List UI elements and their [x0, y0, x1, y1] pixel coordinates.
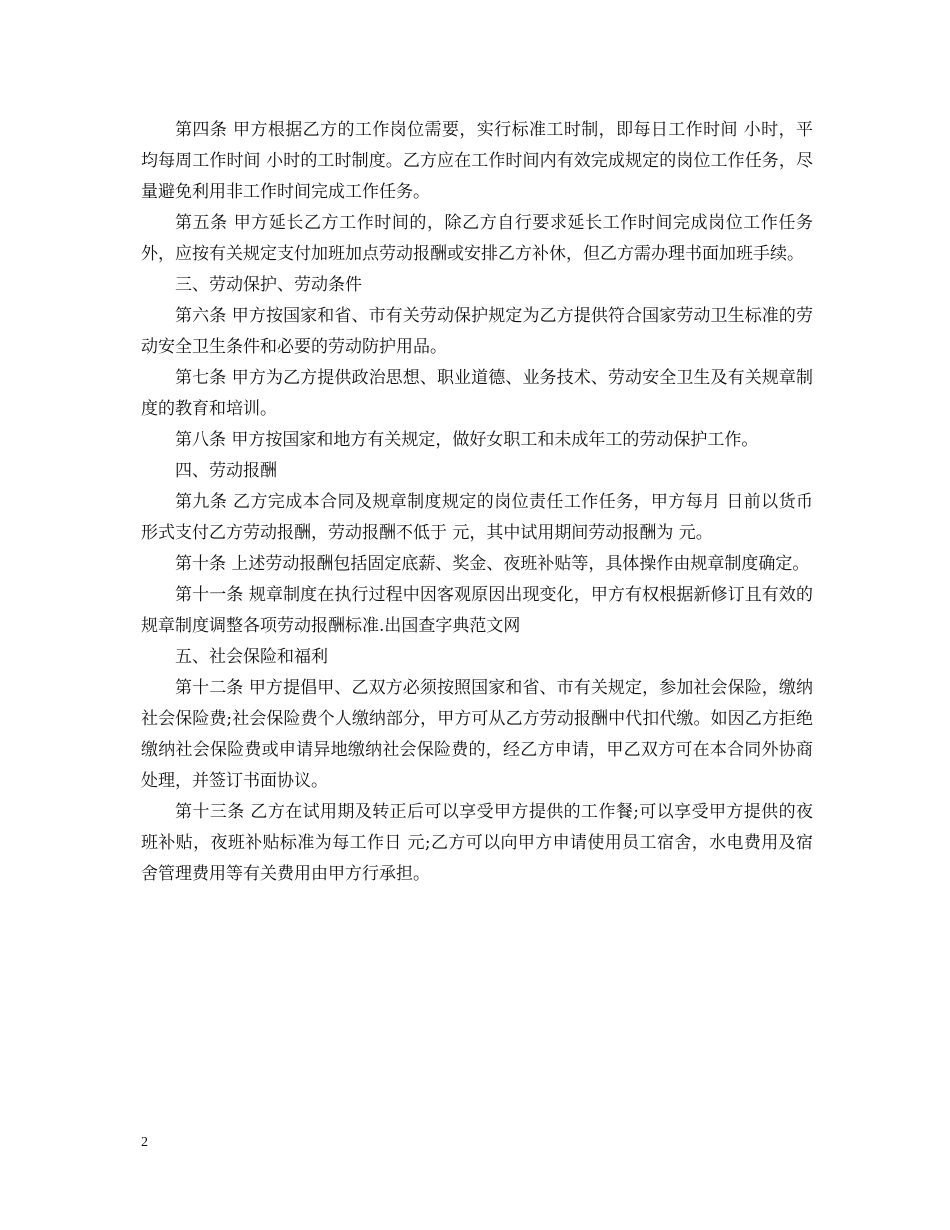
page-number: 2: [141, 1135, 148, 1150]
paragraph-article-11: 第十一条 规章制度在执行过程中因客观原因出现变化，甲方有权根据新修订且有效的规章制度调整各项劳动报酬标准.出国查字典范文网: [141, 585, 813, 636]
paragraph-article-9: 第九条 乙方完成本合同及规章制度规定的岗位责任工作任务，甲方每月 日前以货币形式支付乙方劳动报酬，劳动报酬不低于 元，其中试用期间劳动报酬为 元。: [141, 492, 813, 543]
paragraph-article-7: 第七条 甲方为乙方提供政治思想、职业道德、业务技术、劳动安全卫生及有关规章制度的教育和培训。: [141, 368, 813, 419]
section-heading-labor-remuneration: 四、劳动报酬: [175, 461, 277, 481]
document-body: [141, 115, 813, 890]
paragraph-article-10: 第十条 上述劳动报酬包括固定底薪、奖金、夜班补贴等，具体操作由规章制度确定。: [175, 554, 810, 574]
paragraph-article-8: 第八条 甲方按国家和地方有关规定，做好女职工和未成年工的劳动保护工作。: [175, 430, 759, 450]
paragraph-article-6: 第六条 甲方按国家和省、市有关劳动保护规定为乙方提供符合国家劳动卫生标准的劳动安全卫生条件和必要的劳动防护用品。: [141, 306, 813, 357]
section-heading-social-insurance: 五、社会保险和福利: [175, 647, 328, 667]
paragraph-article-4: 第四条 甲方根据乙方的工作岗位需要，实行标准工时制，即每日工作时间 小时，平均每周工作时间 小时的工时制度。乙方应在工作时间内有效完成规定的岗位工作任务，尽量避免利用非工作时间完成工作任务。: [141, 120, 813, 202]
paragraph-article-13: 第十三条 乙方在试用期及转正后可以享受甲方提供的工作餐;可以享受甲方提供的夜班补贴，夜班补贴标准为每工作日 元;乙方可以向甲方申请使用员工宿舍，水电费用及宿舍管理费用等有关费用由甲方行承担。: [141, 802, 813, 884]
paragraph-article-5: 第五条 甲方延长乙方工作时间的，除乙方自行要求延长工作时间完成岗位工作任务外，应按有关规定支付加班加点劳动报酬或安排乙方补休，但乙方需办理书面加班手续。: [141, 213, 813, 264]
section-heading-labor-protection: 三、劳动保护、劳动条件: [175, 275, 362, 295]
paragraph-article-12: 第十二条 甲方提倡甲、乙双方必须按照国家和省、市有关规定，参加社会保险，缴纳社会保险费;社会保险费个人缴纳部分，甲方可从乙方劳动报酬中代扣代缴。如因乙方拒绝缴纳社会保险费或申请异地缴纳社会保险费的，经乙方申请，甲乙双方可在本合同外协商处理，并签订书面协议。: [141, 678, 813, 791]
